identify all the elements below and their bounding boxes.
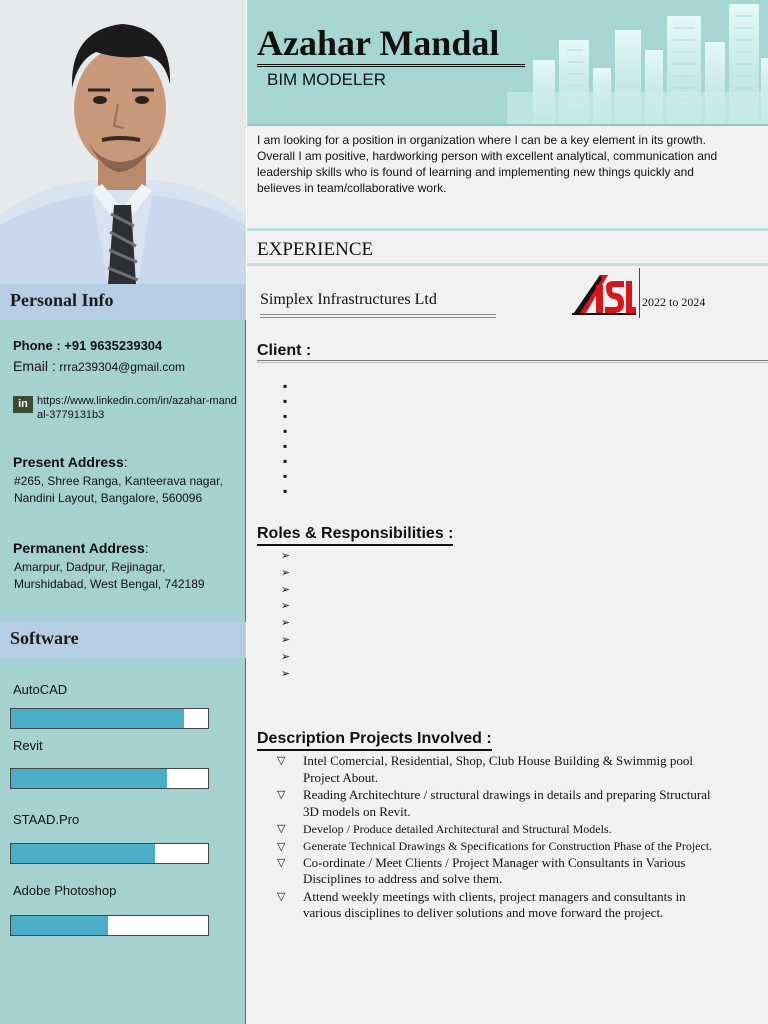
section-divider <box>247 263 768 266</box>
phone-label: Phone : <box>13 338 61 353</box>
projects-heading: Description Projects Involved : <box>257 730 492 751</box>
triangle-bullet-icon: ▽ <box>277 889 286 903</box>
software-heading: Software <box>10 628 79 648</box>
list-item: ▪ <box>283 439 288 453</box>
list-item: ▽ Reading Architechture / structural drawings in details and preparing Structural 3D models on Revit. <box>277 787 711 819</box>
employment-period: 2022 to 2024 <box>642 295 706 309</box>
roles-list <box>281 549 290 683</box>
list-item: ▽ Generate Technical Drawings & Specifications for Construction Phase of the Project. <box>277 838 713 853</box>
job-title: BIM MODELER <box>267 70 387 89</box>
list-item: ➢ <box>281 616 291 630</box>
list-item: ➢ <box>281 666 291 680</box>
client-heading: Client : <box>257 342 312 359</box>
triangle-bullet-icon: ▽ <box>277 754 286 767</box>
list-item: ➢ <box>281 632 291 646</box>
list-item: ▽ Intel Comercial, Residential, Shop, Club House Building & Swimmig pool Project About. <box>277 753 693 785</box>
list-item: ➢ <box>281 599 291 613</box>
triangle-bullet-icon: ▽ <box>277 788 286 801</box>
roles-heading: Roles & Responsibilities : <box>257 525 453 546</box>
skill-bar-fill <box>11 709 184 728</box>
list-item: ➢ <box>281 565 291 579</box>
permanent-address-heading: Permanent Address: <box>13 540 149 556</box>
skill-bar-fill <box>11 844 155 863</box>
email-label: Email : <box>13 358 56 374</box>
list-item: ▽ Develop / Produce detailed Architectural and Structural Models. <box>277 822 612 836</box>
permanent-address: Amarpur, Dadpur, Rejinagar, Murshidabad, West Bengal, 742189 <box>14 560 205 591</box>
personal-info-heading: Personal Info <box>10 290 114 310</box>
personal-info-heading-bar <box>0 284 246 320</box>
company-name: Simplex Infrastructures Ltd <box>260 291 437 308</box>
skill-bar-staad <box>10 843 209 864</box>
software-name-autocad: AutoCAD <box>13 682 68 697</box>
list-item: ▪ <box>283 394 288 408</box>
skill-bar-photoshop <box>10 915 209 936</box>
triangle-bullet-icon: ▽ <box>277 839 286 853</box>
section-divider <box>247 228 768 231</box>
list-item: ▪ <box>283 379 288 393</box>
skill-bar-autocad <box>10 708 209 729</box>
skill-bar-fill <box>11 769 167 788</box>
software-name-revit: Revit <box>13 738 43 753</box>
client-list <box>283 379 287 499</box>
software-heading-bar <box>0 622 246 658</box>
list-item: ➢ <box>281 549 291 562</box>
main-content <box>247 0 768 1024</box>
list-item: ➢ <box>281 649 291 663</box>
email-line <box>13 358 185 374</box>
linkedin-link[interactable]: https://www.linkedin.com/in/azahar-mandal-3779131b3 <box>37 395 237 421</box>
list-item: ▪ <box>283 409 288 423</box>
software-name-staad: STAAD.Pro <box>13 812 80 827</box>
header-banner <box>247 0 768 126</box>
present-address: #265, Shree Ranga, Kanteerava nagar, Nandini Layout, Bangalore, 560096 <box>14 474 223 505</box>
phone-line <box>13 338 162 353</box>
left-sidebar <box>0 0 246 1024</box>
list-item: ▪ <box>283 424 288 438</box>
client-underline <box>257 360 768 363</box>
present-address-heading: Present Address: <box>13 454 128 470</box>
experience-heading: EXPERIENCE <box>257 239 374 260</box>
company-logo-icon <box>572 271 636 315</box>
objective-text: I am looking for a position in organization where I can be a key element in its growth. Overall I am positive, hardworking person with excellent analytical, communication and leadership skills who is found of learning and implementing new things quickly and believes in team/collaborative work. <box>257 133 718 195</box>
company-underline <box>260 314 496 318</box>
list-item: ▽ Attend weekly meetings with clients, project managers and consultants in various disciplines to deliver solutions and move forward the project. <box>277 888 686 920</box>
email-value[interactable]: rrra239304@gmail.com <box>59 360 185 374</box>
list-item: ▪ <box>283 454 288 468</box>
linkedin-icon: in <box>13 396 33 413</box>
triangle-bullet-icon: ▽ <box>277 822 286 835</box>
profile-photo <box>0 0 246 285</box>
list-item: ▽ Co-ordinate / Meet Clients / Project Manager with Consultants in Various Disciplines to address and solve them. <box>277 854 686 886</box>
list-item: ➢ <box>281 582 291 596</box>
logo-divider <box>639 268 640 318</box>
projects-list <box>277 753 727 922</box>
skill-bar-fill <box>11 916 108 935</box>
name-underline <box>257 64 525 67</box>
software-name-photoshop: Adobe Photoshop <box>13 883 117 898</box>
triangle-bullet-icon: ▽ <box>277 855 286 869</box>
phone-value[interactable]: +91 9635239304 <box>64 338 163 353</box>
skill-bar-revit <box>10 768 209 789</box>
list-item: ▪ <box>283 484 288 498</box>
list-item: ▪ <box>283 469 288 483</box>
candidate-name: Azahar Mandal <box>257 23 500 63</box>
